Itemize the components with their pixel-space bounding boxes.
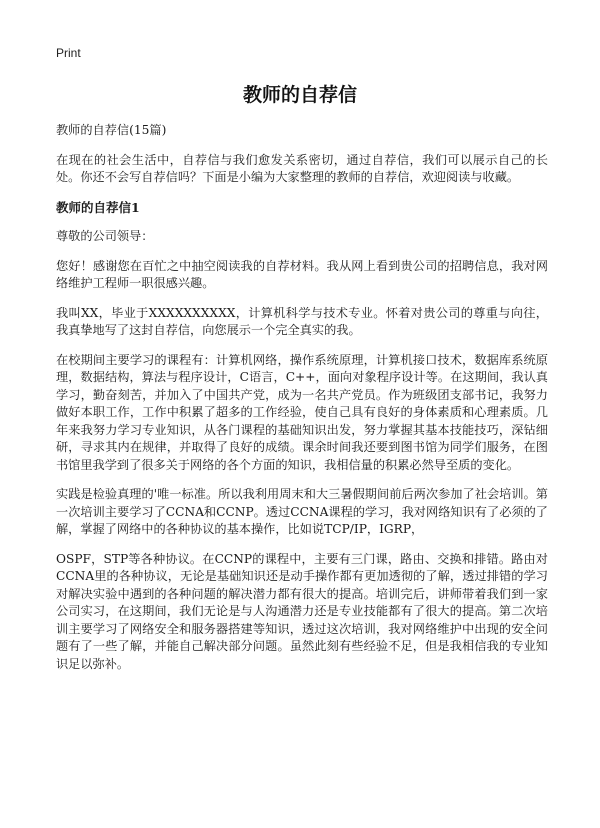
body-paragraph: OSPF，STP等各种协议。在CCNP的课程中，主要有三门课，路由、交换和排错。路由对CCNA里的各种协议，无论是基础知识还是动手操作都有更加透彻的了解，透过排错的学习对解决实验中遇到的各种问题的解决潜力都有很大的提高。培训完后，讲师带着我们到一家公司实习，在这期间，我们无论是与人沟通潜力还是专业技能都有了很大的提高。第二次培训主要学习了网络安全和服务器搭建等知识，透过这次培训，我对网络维护中出现的安全问题有了一些了解，并能自己解决部分问题。虽然此刻有些经验不足，但是我相信我的专业知识足以弥补。 [56, 551, 548, 671]
body-paragraph: 您好！感谢您在百忙之中抽空阅读我的自荐材料。我从网上看到贵公司的招聘信息，我对网络维护工程师一职很感兴趣。 [56, 258, 548, 290]
section-heading: 教师的自荐信1 [56, 199, 140, 215]
body-paragraph: 实践是检验真理的'唯一标准。所以我利用周末和大三暑假期间前后两次参加了社会培训。第一次培训主要学习了CCNA和CCNP。透过CCNA课程的学习，我对网络知识有了必须的了解，掌握了网络中的各种协议的基本操作，比如说TCP/IP，IGRP， [56, 487, 548, 536]
body-paragraph: 在校期间主要学习的课程有：计算机网络，操作系统原理，计算机接口技术，数据库系统原理，数据结构，算法与程序设计，C语言，C++，面向对象程序设计等。在这期间，我认真学习，勤奋刻苦，并加入了中国共产党，成为一名共产党员。作为班级团支部书记，我努力做好本职工作，工作中积累了超多的工作经验，使自己具有良好的身体素质和心理素质。几年来我努力学习专业知识，从各门课程的基础知识出发，努力掌握其基本技能技巧，深钻细研，寻求其内在规律，并取得了良好的成绩。课余时间我还要到图书馆为同学们服务，在图书馆里我学到了很多关于网络的各个方面的知识，我相信量的积累必然导至质的变化。 [56, 352, 548, 472]
salutation: 尊敬的公司领导： [56, 229, 154, 243]
intro-paragraph: 在现在的社会生活中，自荐信与我们愈发关系密切，通过自荐信，我们可以展示自己的长处。你还不会写自荐信吗？下面是小编为大家整理的教师的自荐信，欢迎阅读与收藏。 [56, 152, 548, 184]
document-body [56, 122, 548, 685]
print-link[interactable]: Print [56, 46, 81, 60]
document-subtitle: 教师的自荐信(15篇) [56, 123, 167, 137]
page-title: 教师的自荐信 [242, 84, 357, 106]
body-paragraph: 我叫XX，毕业于XXXXXXXXXX，计算机科学与技术专业。怀着对贵公司的尊重与向往，我真挚地写了这封自荐信，向您展示一个完全真实的我。 [56, 305, 548, 337]
